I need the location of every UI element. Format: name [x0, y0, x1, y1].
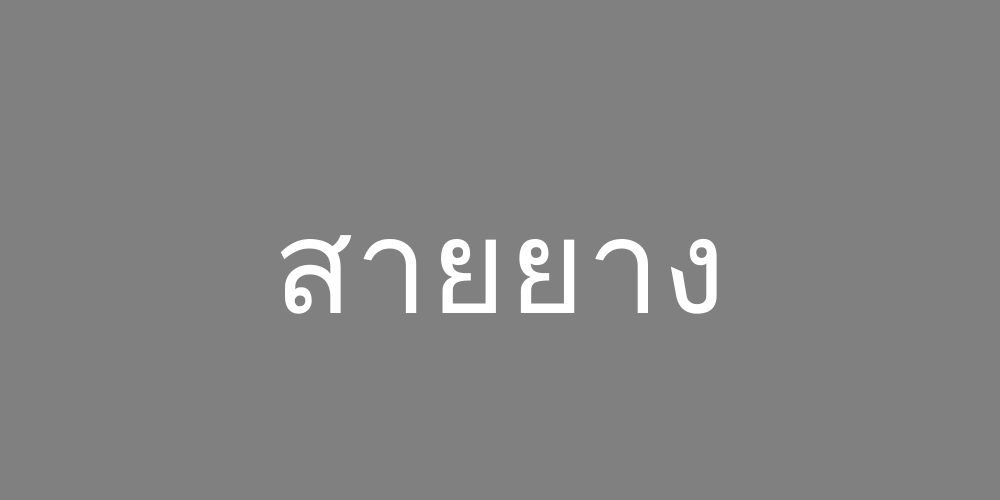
thai-word-label: สายยาง	[273, 191, 727, 345]
